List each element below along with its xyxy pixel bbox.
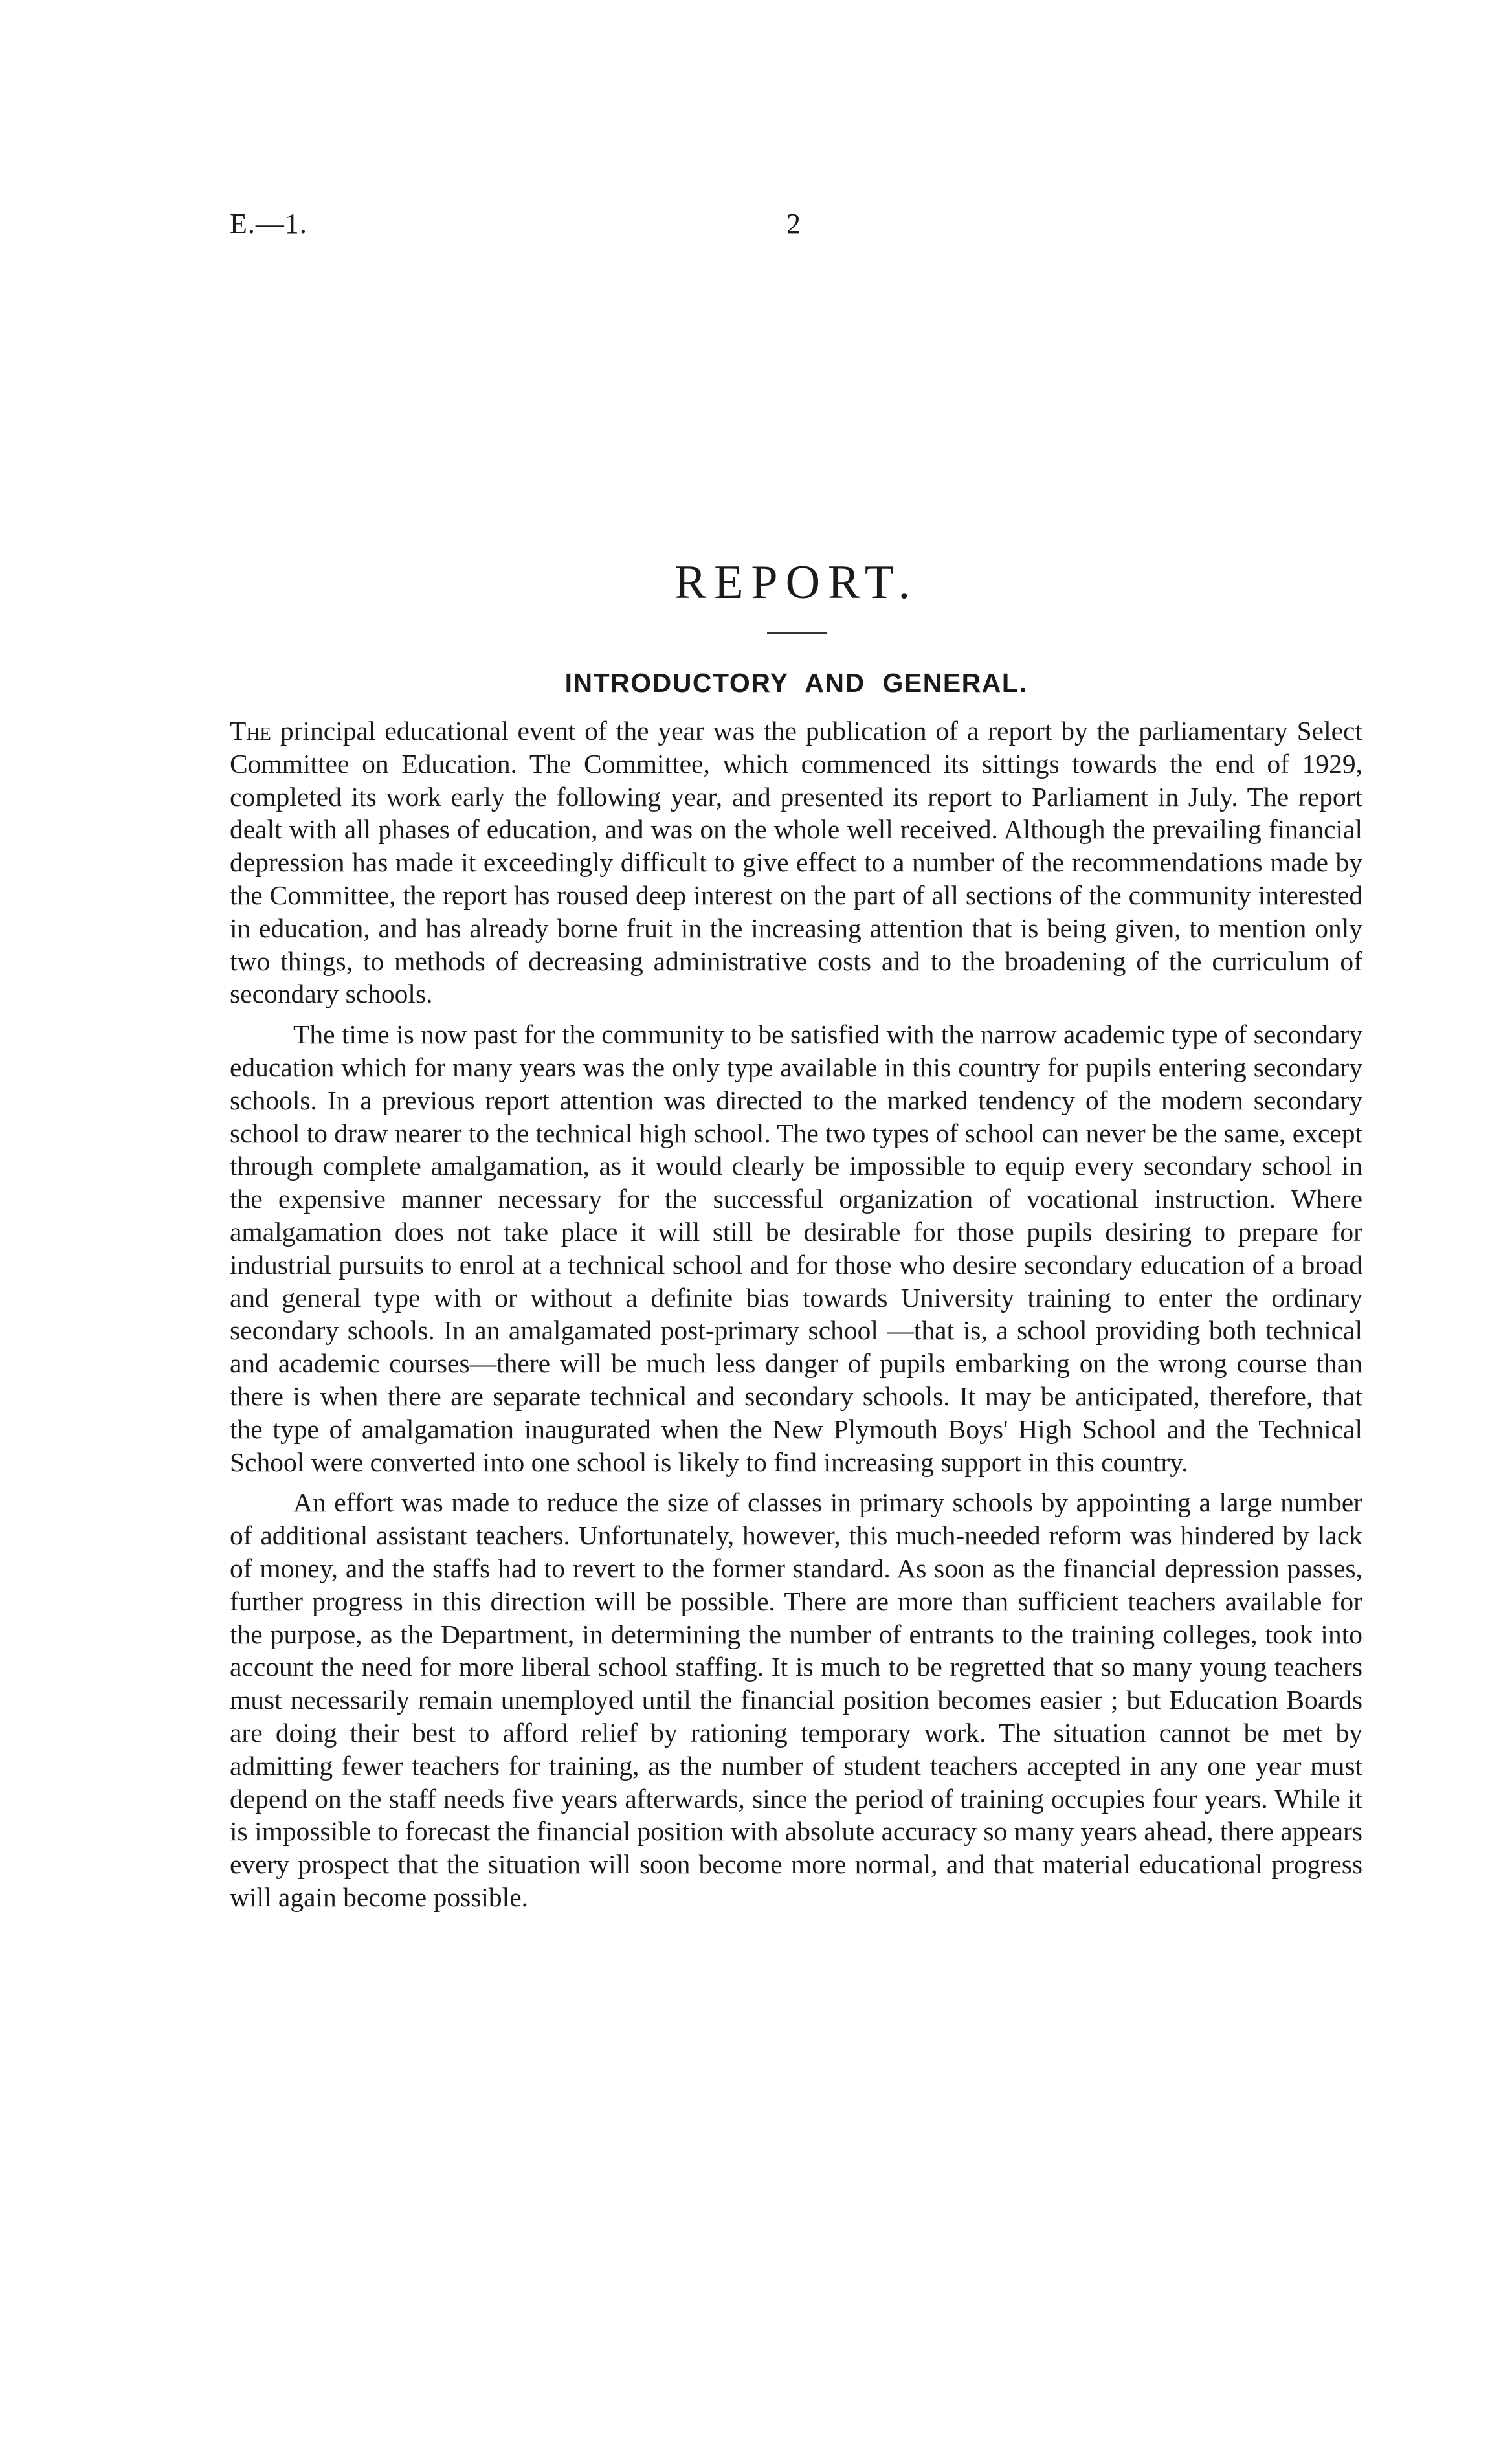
document-reference: E.—1. <box>230 208 307 239</box>
page-number: 2 <box>786 208 801 239</box>
report-title: REPORT. <box>674 556 918 609</box>
paragraph-3: An effort was made to reduce the size of classes in primary schools by appointing a large number of additional assistant teachers. Unfortunately, however, this much-needed reform was hindered by lack of money, and the staffs had to revert to the former standard. As soon as the financial depression passes, further progress in this direction will be possible. There are more than sufficient teachers available for the purpose, as the Department, in determining the number of entrants to the training colleges, took into account the need for more liberal school staffing. It is much to be regretted that so many young teachers must necessarily remain unemployed until the financial position becomes easier ; but Education Boards are doing their best to afford relief by rationing temporary work. The situation cannot be met by admitting fewer teachers for training, as the number of student teachers accepted in any one year must depend on the staff needs five years afterwards, since the period of training occupies four years. While it is impossible to forecast the financial position with absolute accuracy so many years ahead, there appears every prospect that the situation will soon become more normal, and that material educational progress will again become possible. <box>230 1487 1362 1912</box>
paragraph-1 <box>230 715 1362 1010</box>
section-heading: INTRODUCTORY AND GENERAL. <box>564 668 1028 698</box>
paragraph-1-text: principal educational event of the year was the publication of a report by the parliamentary Select Committee on Education. The Committee, which commenced its sittings towards the end of 1929, completed its work early the following year, and presented its report to Parliament in July. The report dealt with all phases of education, and was on the whole well received. Although the prevailing financial depression has made it exceedingly difficult to give effect to a number of the recommendations made by the Committee, the report has roused deep interest on the part of all sections of the community interested in education, and has already borne fruit in the increasing attention that is being given, to mention only two things, to methods of decreasing administrative costs and to the broadening of the curriculum of secondary schools. <box>230 716 1362 1009</box>
paragraph-lead-word: The <box>230 716 272 746</box>
paragraph-2: The time is now past for the community to be satisfied with the narrow academic type of secondary education which for many years was the only type available in this country for pupils entering secondary schools. In a previous report attention was directed to the marked tendency of the modern secondary school to draw nearer to the technical high school. The two types of school can never be the same, except through complete amalgamation, as it would clearly be impossible to equip every secondary school in the expensive manner necessary for the successful organization of vocational instruction. Where amalgamation does not take place it will still be desirable for those pupils desiring to prepare for industrial pursuits to enrol at a technical school and for those who desire secondary education of a broad and general type with or without a definite bias towards University training to enter the ordinary secondary schools. In an amalgamated post-primary school —that is, a school providing both technical and academic courses—there will be much less danger of pupils embarking on the wrong course than there is when there are separate technical and secondary schools. It may be anticipated, therefore, that the type of amalgamation inaugurated when the New Plymouth Boys' High School and the Technical School were converted into one school is likely to find increasing support in this country. <box>230 1019 1362 1477</box>
body-text <box>230 715 1362 1922</box>
title-rule <box>767 632 827 634</box>
page-header <box>230 207 1291 246</box>
